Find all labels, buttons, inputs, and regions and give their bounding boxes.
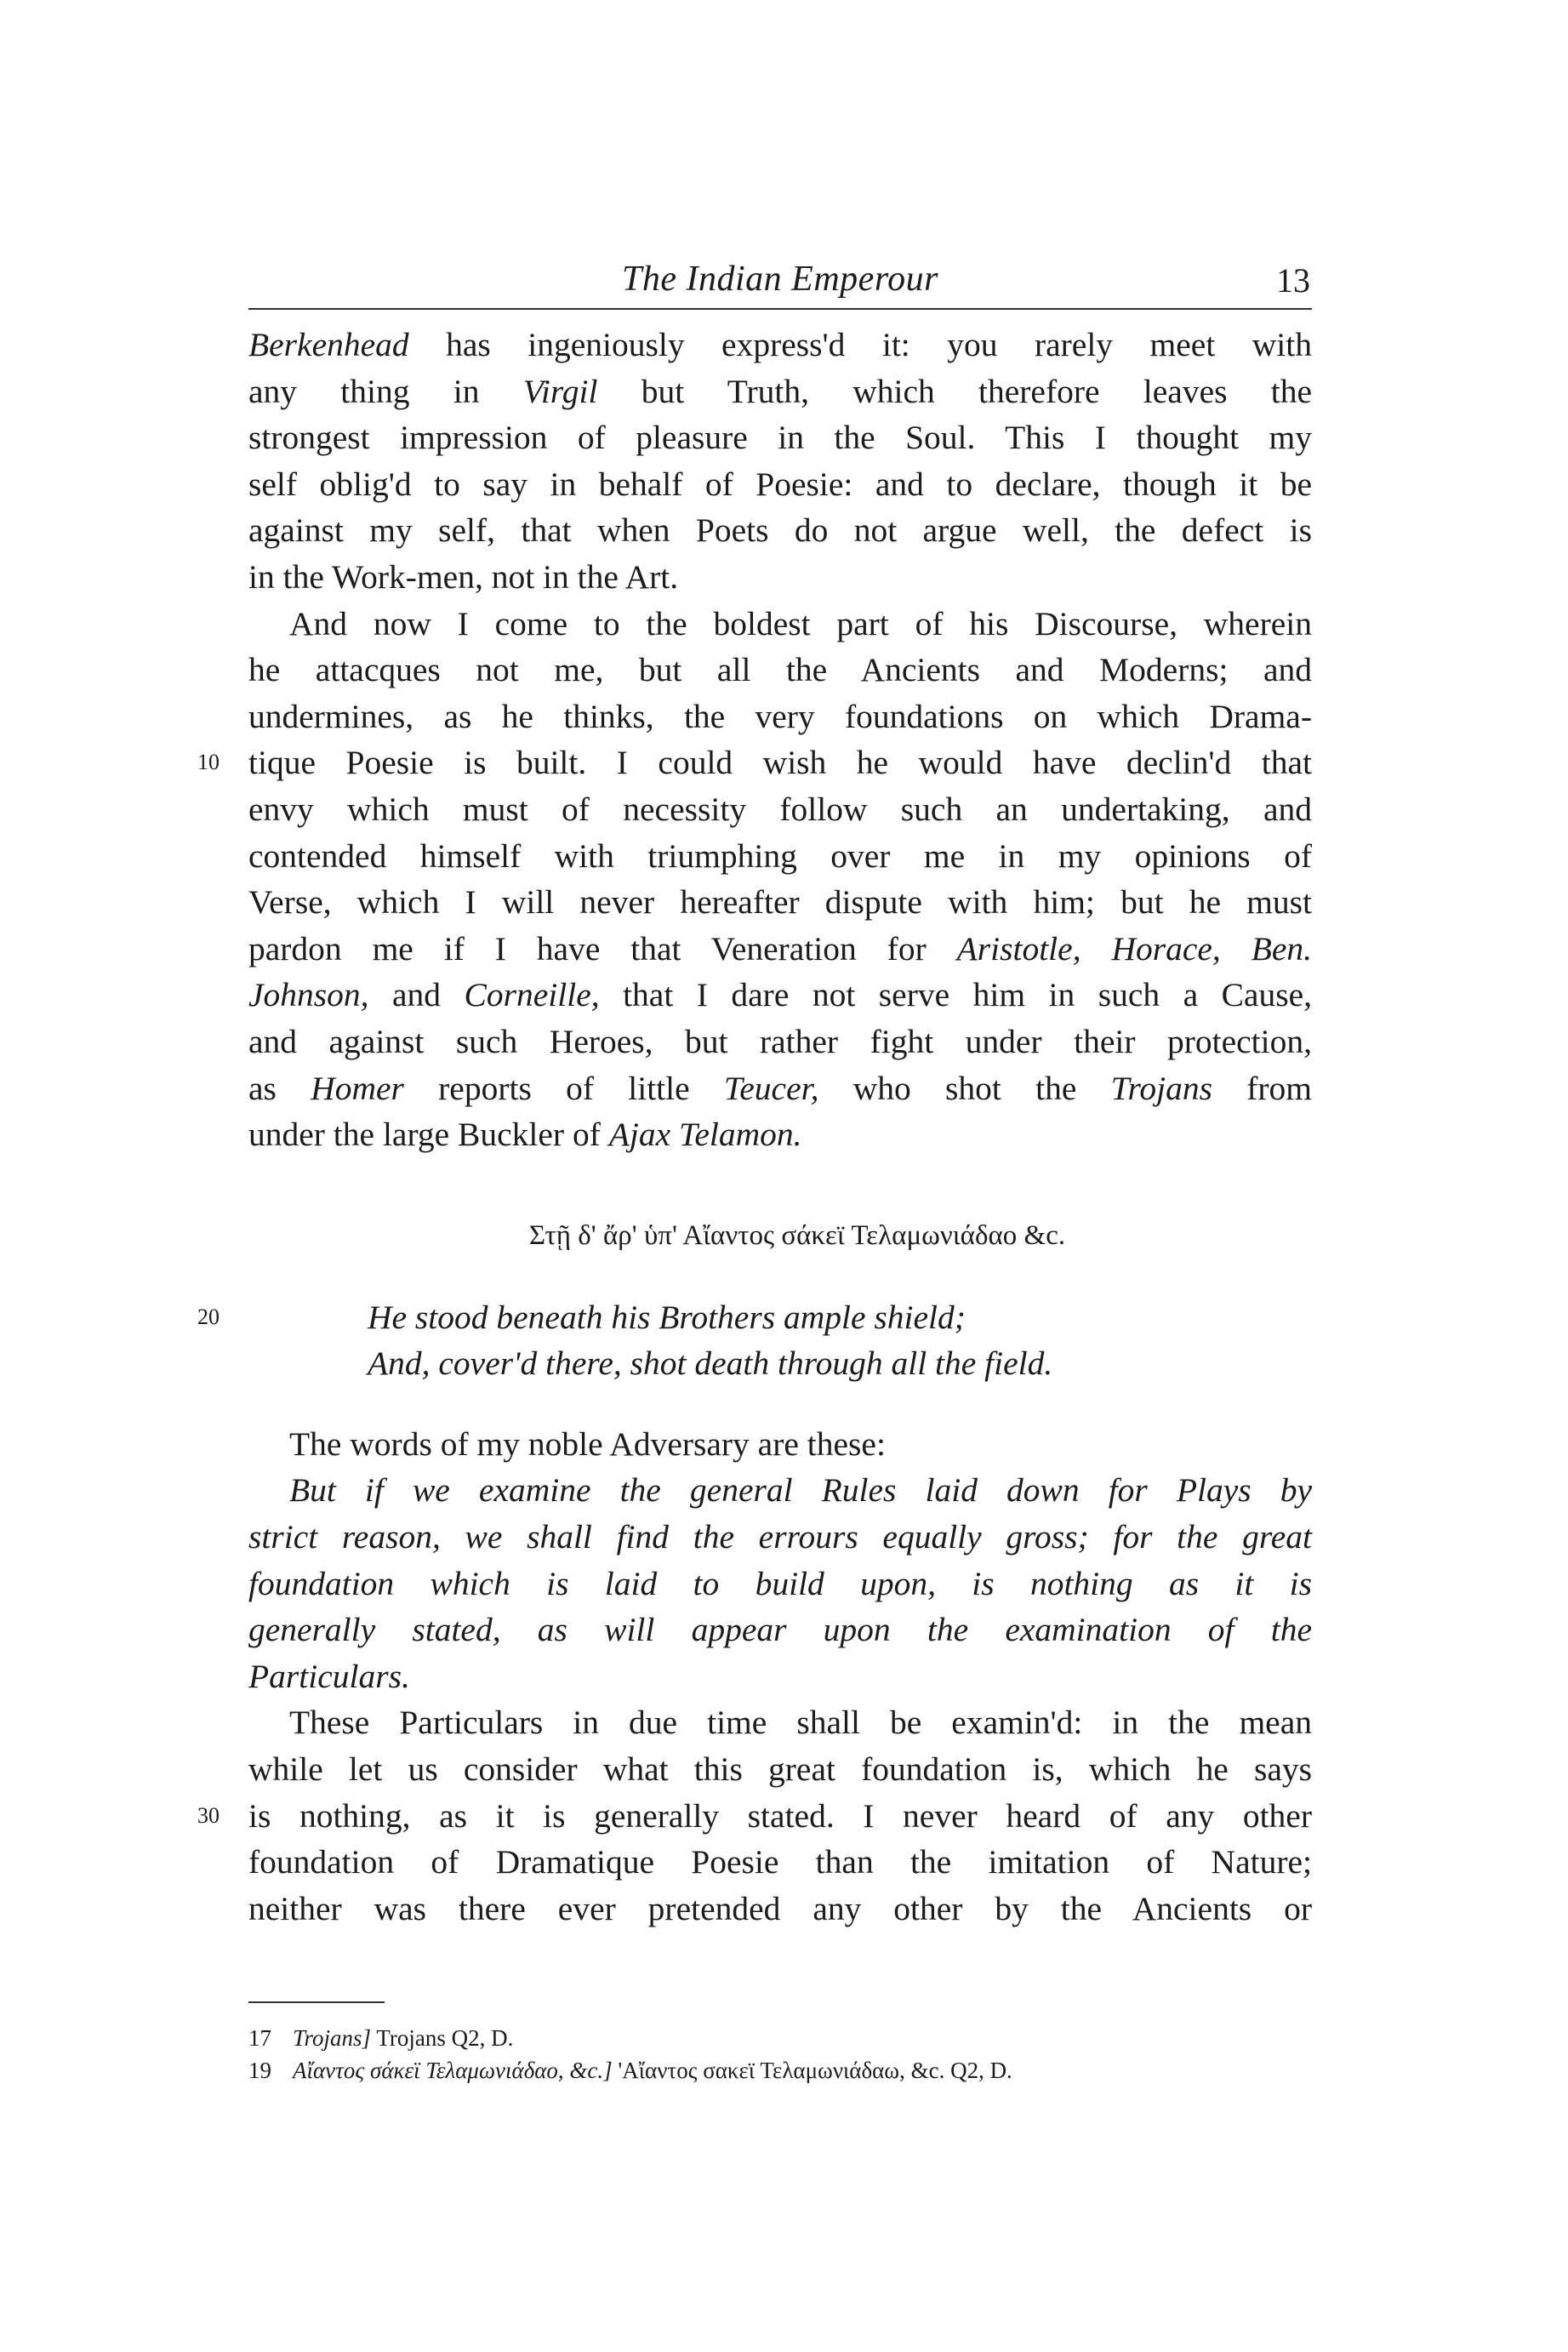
text-line: against my self, that when Poets do not argue well, the defect is [248, 511, 1312, 550]
italic-name: Aristotle, Horace, Ben. [956, 929, 1312, 968]
text-line: envy which must of necessity follow such an undertaking, and [248, 790, 1312, 828]
italic-name: Virgil [522, 372, 598, 410]
text-line: and against such Heroes, but rather fight under their protection, [248, 1022, 1312, 1060]
main-text [197, 322, 1312, 1932]
note-lemma: Trojans] [293, 2025, 372, 2052]
line-number: 10 [197, 750, 220, 775]
italic-name: Johnson, [248, 976, 369, 1014]
quote-text: generally stated, as will appear upon the examination of the [248, 1611, 1312, 1649]
text-span: from [1212, 1069, 1312, 1107]
text-span: tique Poesie is built. I could wish he would have declin'd that [248, 744, 1312, 782]
footnote-rule [248, 2001, 385, 2003]
quote-line [248, 1467, 1312, 1514]
text-span: is nothing, as it is generally stated. I never heard of any other [248, 1796, 1312, 1835]
text-span: has ingeniously express'd it: you rarely meet with [408, 326, 1312, 363]
note-line-number: 19 [248, 2058, 271, 2084]
text-line [248, 926, 1312, 973]
text-line: self oblig'd to say in behalf of Poesie: and to declare, though it be [248, 465, 1312, 503]
text-line: foundation of Dramatique Poesie than the imitation of Nature; [248, 1843, 1312, 1881]
italic-name: Berkenhead [248, 326, 409, 363]
text-line [197, 739, 1312, 786]
greek-quotation: Στῇ δ' ἄρ' ὑπ' Αἴαντος σάκεϊ Τελαμωνιάδαο &c. [528, 1219, 1066, 1251]
text-span: He stood beneath his Brothers ample shield; [368, 1298, 966, 1336]
note-lemma: Αἴαντος σάκεϊ Τελαμωνιάδαο, &c.] [293, 2058, 613, 2084]
italic-name: Corneille, [464, 976, 600, 1014]
text-line [197, 1793, 1312, 1840]
text-span: under the large Buckler of [248, 1116, 609, 1154]
page-number: 13 [1276, 261, 1310, 300]
text-line: The words of my noble Adversary are these: [289, 1424, 886, 1463]
line-number: 30 [197, 1802, 220, 1828]
text-line: Verse, which I will never hereafter dispute with him; but he must [248, 883, 1312, 922]
textual-note [248, 2022, 1312, 2054]
note-reading: Trojans Q2, D. [371, 2025, 514, 2052]
verse-line: And, cover'd there, shot death through all the field. [368, 1344, 1053, 1383]
quote-line [248, 1561, 1312, 1607]
text-span: who shot the [818, 1069, 1111, 1107]
text-line: in the Work-men, not in the Art. [248, 557, 679, 596]
text-line: neither was there ever pretended any other by the Ancients or [248, 1889, 1312, 1927]
text-line [248, 322, 1312, 368]
italic-name: Trojans [1110, 1069, 1212, 1107]
quote-line [248, 1653, 1312, 1700]
text-line: while let us consider what this great foundation is, which he says [248, 1750, 1312, 1789]
text-line: strongest impression of pleasure in the Soul. This I thought my [248, 419, 1312, 457]
italic-name: Teucer, [723, 1069, 819, 1107]
text-span: pardon me if I have that Veneration for [248, 929, 957, 968]
line-number: 20 [197, 1304, 220, 1329]
text-span: as [248, 1069, 311, 1107]
text-line [248, 1111, 1312, 1158]
text-line [248, 1065, 1312, 1112]
text-line: contended himself with triumphing over me in my opinions of [248, 836, 1312, 875]
text-line [248, 368, 1312, 415]
text-span: that I dare not serve him in such a Cause, [599, 976, 1312, 1014]
quote-text: foundation which is laid to build upon, is nothing as it is [248, 1564, 1312, 1602]
text-line [248, 972, 1312, 1019]
running-title: The Indian Emperour [622, 260, 938, 299]
quote-text: strict reason, we shall find the errours equally gross; for the great [248, 1518, 1312, 1556]
text-line: And now I come to the boldest part of his Discourse, wherein [289, 604, 1312, 642]
italic-name: Ajax Telamon. [608, 1116, 802, 1154]
running-header [248, 255, 1312, 310]
text-span: and [368, 976, 465, 1014]
verse-line [197, 1294, 1312, 1341]
text-line: undermines, as he thinks, the very foundations on which Drama- [248, 697, 1312, 735]
book-page [197, 255, 1312, 2087]
text-span: any thing in [248, 372, 523, 410]
quote-line [248, 1514, 1312, 1561]
quote-text: Particulars. [248, 1657, 410, 1695]
quote-text: But if we examine the general Rules laid down for Plays by [289, 1471, 1312, 1510]
italic-name: Homer [311, 1069, 404, 1107]
text-span: but Truth, which therefore leaves the [597, 372, 1312, 410]
note-line-number: 17 [248, 2025, 271, 2052]
text-span: reports of little [403, 1069, 724, 1107]
textual-notes [248, 2022, 1312, 2087]
textual-note [248, 2054, 1312, 2087]
note-reading: 'Αἴαντος σακεϊ Τελαμωνιάδαω, &c. Q2, D. [612, 2058, 1012, 2084]
text-line: he attacques not me, but all the Ancients and Moderns; and [248, 651, 1312, 689]
quote-line [248, 1607, 1312, 1653]
text-line: These Particulars in due time shall be examin'd: in the mean [289, 1704, 1312, 1742]
